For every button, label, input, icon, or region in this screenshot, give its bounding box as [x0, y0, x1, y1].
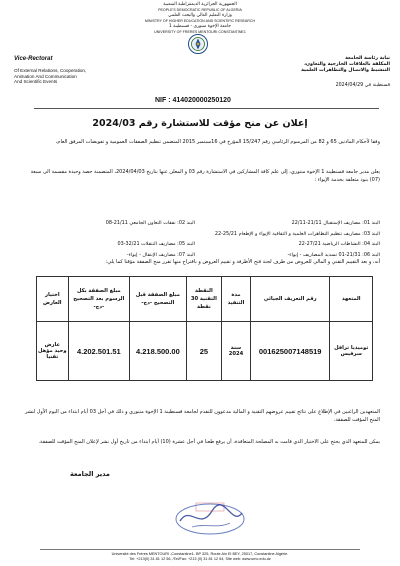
paragraph-evaluation: أنه، و بعد التقييم التقني و المالي للعروض من طرف لجنة فتح الأظرفة و تقييم العروض و باقتراح منها تقرر منح الصفقة مؤقتا كما يلي: [105, 259, 380, 265]
vice-rectorat-line: Animation And Communication [14, 73, 77, 79]
table-header: مدة التنفيذ [222, 277, 251, 322]
header-university-en: UNIVERSITY OF FRERES MENTOURI CONSTANTINE1 [154, 29, 246, 34]
signature-stamp [170, 497, 250, 537]
divider [34, 108, 379, 109]
table-cell-selection: عارض وحيد مؤهل تقنيا [37, 322, 69, 381]
nif-number: NIF : 414020000250120 [155, 97, 231, 104]
table-header: النقطة التقنية 30 نقطة [186, 277, 221, 322]
vice-rectorat-line: And Scientific Events [14, 79, 58, 85]
signature-label: مدير الجامعة [70, 470, 110, 478]
header-block [120, 2, 280, 36]
page-title: إعلان عن منح مؤقت للاستشارة رقم 2024/03 [92, 118, 308, 129]
table-row [37, 322, 373, 381]
vice-rectorat-ar-block [270, 56, 390, 89]
table-cell-bidder: توميديا ترافل سرفيس [330, 322, 373, 381]
footer [40, 549, 360, 562]
lot-item: البند 01: مصاريف الإستقبال 21/11-22/11 [291, 220, 380, 226]
paragraph-announcement: يعلن مدير جامعة قسنطينة 1 الإخوة منتوري، إلى علم كافة المشاركين في الاستشارة رقم 03 و المعلن عنها بتاريخ 2024/04/03، المتضمنة حصة وحيدة مقسمة الى سبعة (07) بنود متعلقة بخدمة الإيواء : [30, 169, 380, 183]
lot-item: البند 02: نفقات التعاون الجامعي 21/11-08 [105, 220, 195, 226]
lot-item: البند 04: النشاطات الرياضية 27/21-22 [298, 241, 380, 247]
paragraph-legal-basis: وفقا لأحكام المادتين 65 و 82 من المرسوم الرئاسي رقم 15/247 المؤرخ في 16سبتمبر 2015 المتضمن تنظيم الصفقات العمومية و تفويضات المرفق العام، [55, 139, 380, 145]
table-cell-technical-score: 25 [186, 322, 221, 381]
university-logo [186, 33, 210, 55]
table-cell-amount-before: 4.218.500.00 [130, 322, 187, 381]
vice-rectorat-line: Of External Relations, Cooperation, [14, 68, 87, 73]
header-republic-ar: الجمهورية الجزائرية الديمقراطية الشعبية [163, 2, 237, 7]
header-ministry-en: MINISTRY OF HIGHER EDUCATION AND SCIENTIFIC RESEARCH [144, 18, 256, 23]
table-cell-tax-id: 001625007148519 [250, 322, 330, 381]
vice-rectorat-block [14, 56, 134, 85]
vice-rectorat-title: Vice-Rectorat [14, 56, 53, 62]
table-header: مبلغ الصفقة قبل التصحيح -دج- [130, 277, 187, 322]
award-table [36, 276, 373, 381]
header-ministry-ar: وزارة التعليم العالي والبحث العلمي [168, 13, 232, 19]
table-cell-duration: سنة 2024 [222, 322, 251, 381]
vice-rectorat-ar-line: التنشيط والاتصال والتظاهرات العلمية [301, 68, 390, 74]
table-cell-amount-after: 4.202.501.51 [68, 322, 129, 381]
table-header: المتعهد [330, 277, 373, 322]
footer-contact: Tel: +213(0) 31 81 12 56, /Tel/Fax: +213 (0) 31 81 12 54, Site web: www.umc.edu.dz [129, 557, 271, 561]
table-header: رقم التعريف الجبائي [250, 277, 330, 322]
lot-item: البند 06: 21/31-01 تسديد المصاريف - إيواء- [287, 251, 380, 258]
table-header-row [37, 277, 373, 322]
vice-rectorat-ar-line: نيابة رئاسة الجامعة [345, 56, 390, 61]
table-header: اختيار العارض [37, 277, 69, 322]
lot-item: البند 07: مصاريف الإنتقال - إيواء- [126, 251, 195, 258]
document-date: قسنطينة في 2024/04/29 [335, 82, 390, 88]
lot-item: البند 05: مصاريف التنقلات 32/21-03 [117, 241, 195, 247]
footer-address: Université des Frères MENTOURI -Constantine1- BP 325, Route Ain El BEY, 25017, Constantine Algérie. [111, 552, 289, 556]
table-header: مبلغ الصفقة بكل الرسوم بعد التصحيح -دج- [68, 277, 129, 322]
header-republic-en: PEOPLE'S DEMOCRATIC REPUBLIC OF ALGERIA [158, 7, 242, 12]
vice-rectorat-ar-line: المكلفة بالعلاقات الخارجية والتعاون، [304, 62, 390, 68]
paragraph-consultation: المتعهدين الراغبين في الإطلاع على نتائج تقييم عروضهم التقنية و المالية مدعوون للتقدم لجامعة قسنطينة 1 الإخوة منتوري و ذلك في أجل 03 أيام ابتداء من اليوم الأول لنشر المنح المؤقت للصفقة. [24, 409, 380, 423]
paragraph-appeal: يمكن للمتعهد الذي يحتج على الاختيار الذي قامت به المصلحة المتعاقدة، أن يرفع طعنا في أجل عشرة (10) أيام ابتداء من تاريخ أول نشر لإعلان المنح المؤقت للصفقة. [38, 439, 380, 445]
header-university-ar: جامعة الإخوة منتوري - قسنطينة 1 [168, 24, 231, 30]
lot-item: البند 03: مصاريف تنظيم التظاهرات العلمية و الثقافية الإيواء و الإطعام 25/21-22 [214, 230, 380, 237]
